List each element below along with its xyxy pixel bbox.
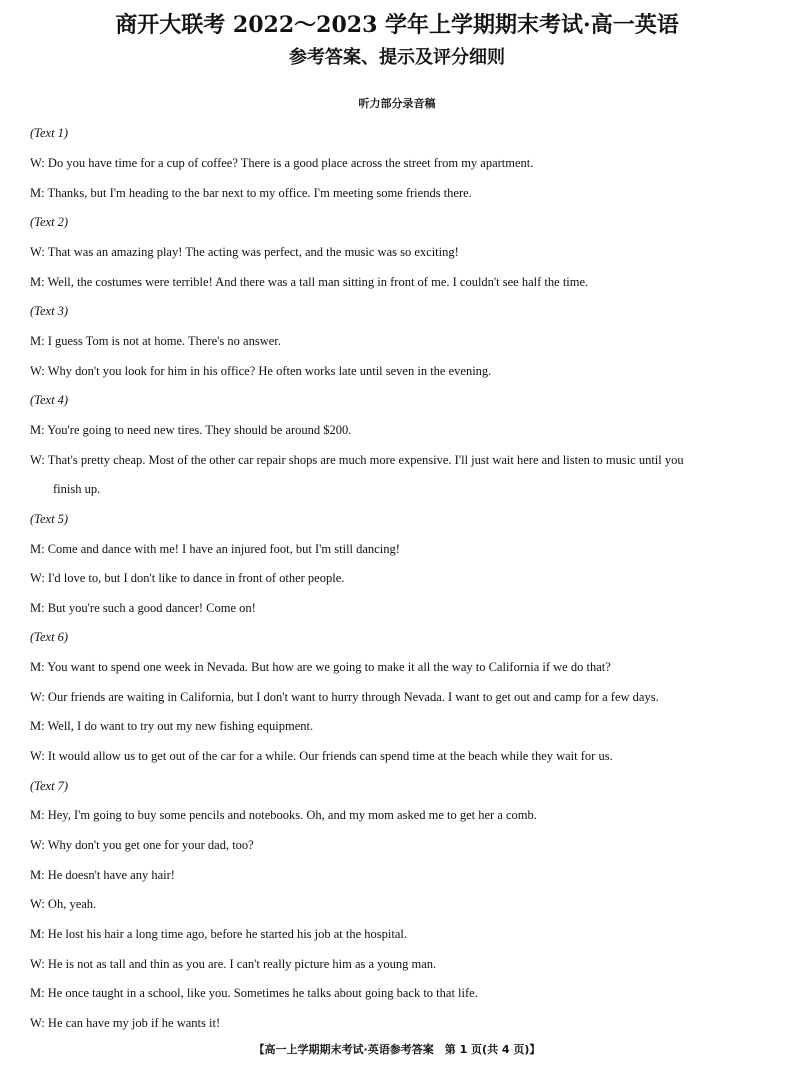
text-label: (Text 7) — [30, 779, 69, 793]
dialogue-line: M: Come and dance with me! I have an injured foot, but I'm still dancing! — [30, 542, 400, 556]
text-label: (Text 2) — [30, 215, 69, 229]
dialogue-line: W: It would allow us to get out of the car for a while. Our friends can spend time at the beach while they wait for us. — [30, 749, 613, 763]
dialogue-line: W: Why don't you get one for your dad, too? — [30, 838, 254, 852]
dialogue-line: W: He is not as tall and thin as you are. I can't really picture him as a young man. — [30, 957, 437, 971]
text-label: (Text 3) — [30, 304, 69, 318]
document-subtitle: 参考答案、提示及评分细则 — [289, 47, 505, 68]
dialogue-line: W: That was an amazing play! The acting was perfect, and the music was so exciting! — [30, 245, 459, 259]
dialogue-line: M: I guess Tom is not at home. There's no answer. — [30, 334, 281, 348]
dialogue-line: M: Hey, I'm going to buy some pencils and notebooks. Oh, and my mom asked me to get her a comb. — [30, 808, 537, 822]
dialogue-line: M: Well, the costumes were terrible! And there was a tall man sitting in front of me. I couldn't see half the time. — [30, 275, 589, 289]
dialogue-line: W: I'd love to, but I don't like to dance in front of other people. — [30, 571, 345, 585]
dialogue-line: M: You want to spend one week in Nevada. But how are we going to make it all the way to California if we do that? — [30, 660, 611, 674]
dialogue-line: M: Well, I do want to try out my new fishing equipment. — [30, 719, 314, 733]
dialogue-line: W: That's pretty cheap. Most of the other car repair shops are much more expensive. I'll just wait here and listen to music until you — [30, 453, 684, 467]
section-title: 听力部分录音稿 — [358, 97, 436, 110]
dialogue-line: W: Why don't you look for him in his office? He often works late until seven in the evening. — [30, 364, 492, 378]
document-title: 商开大联考 2022～2023 学年上学期期末考试·高一英语 — [115, 12, 679, 38]
dialogue-line: W: Our friends are waiting in California, but I don't want to hurry through Nevada. I want to get out and camp for a few days. — [30, 690, 659, 704]
dialogue-line-continuation: finish up. — [53, 482, 101, 496]
dialogue-line: W: He can have my job if he wants it! — [30, 1016, 221, 1030]
dialogue-line: W: Oh, yeah. — [30, 897, 97, 911]
dialogue-line: W: Do you have time for a cup of coffee? There is a good place across the street from my apartment. — [30, 156, 534, 170]
text-label: (Text 4) — [30, 393, 69, 407]
text-label: (Text 1) — [30, 126, 69, 140]
dialogue-line: M: He doesn't have any hair! — [30, 868, 175, 882]
text-label: (Text 6) — [30, 630, 69, 644]
dialogue-line: M: You're going to need new tires. They should be around $200. — [30, 423, 352, 437]
dialogue-line: M: He once taught in a school, like you. Sometimes he talks about going back to that life. — [30, 986, 478, 1000]
dialogue-line: M: Thanks, but I'm heading to the bar next to my office. I'm meeting some friends there. — [30, 186, 472, 200]
text-label: (Text 5) — [30, 512, 69, 526]
dialogue-line: M: But you're such a good dancer! Come on! — [30, 601, 256, 615]
page-footer: 【高一上学期期末考试·英语参考答案 第 1 页(共 4 页)】 — [253, 1043, 541, 1056]
dialogue-line: M: He lost his hair a long time ago, before he started his job at the hospital. — [30, 927, 408, 941]
